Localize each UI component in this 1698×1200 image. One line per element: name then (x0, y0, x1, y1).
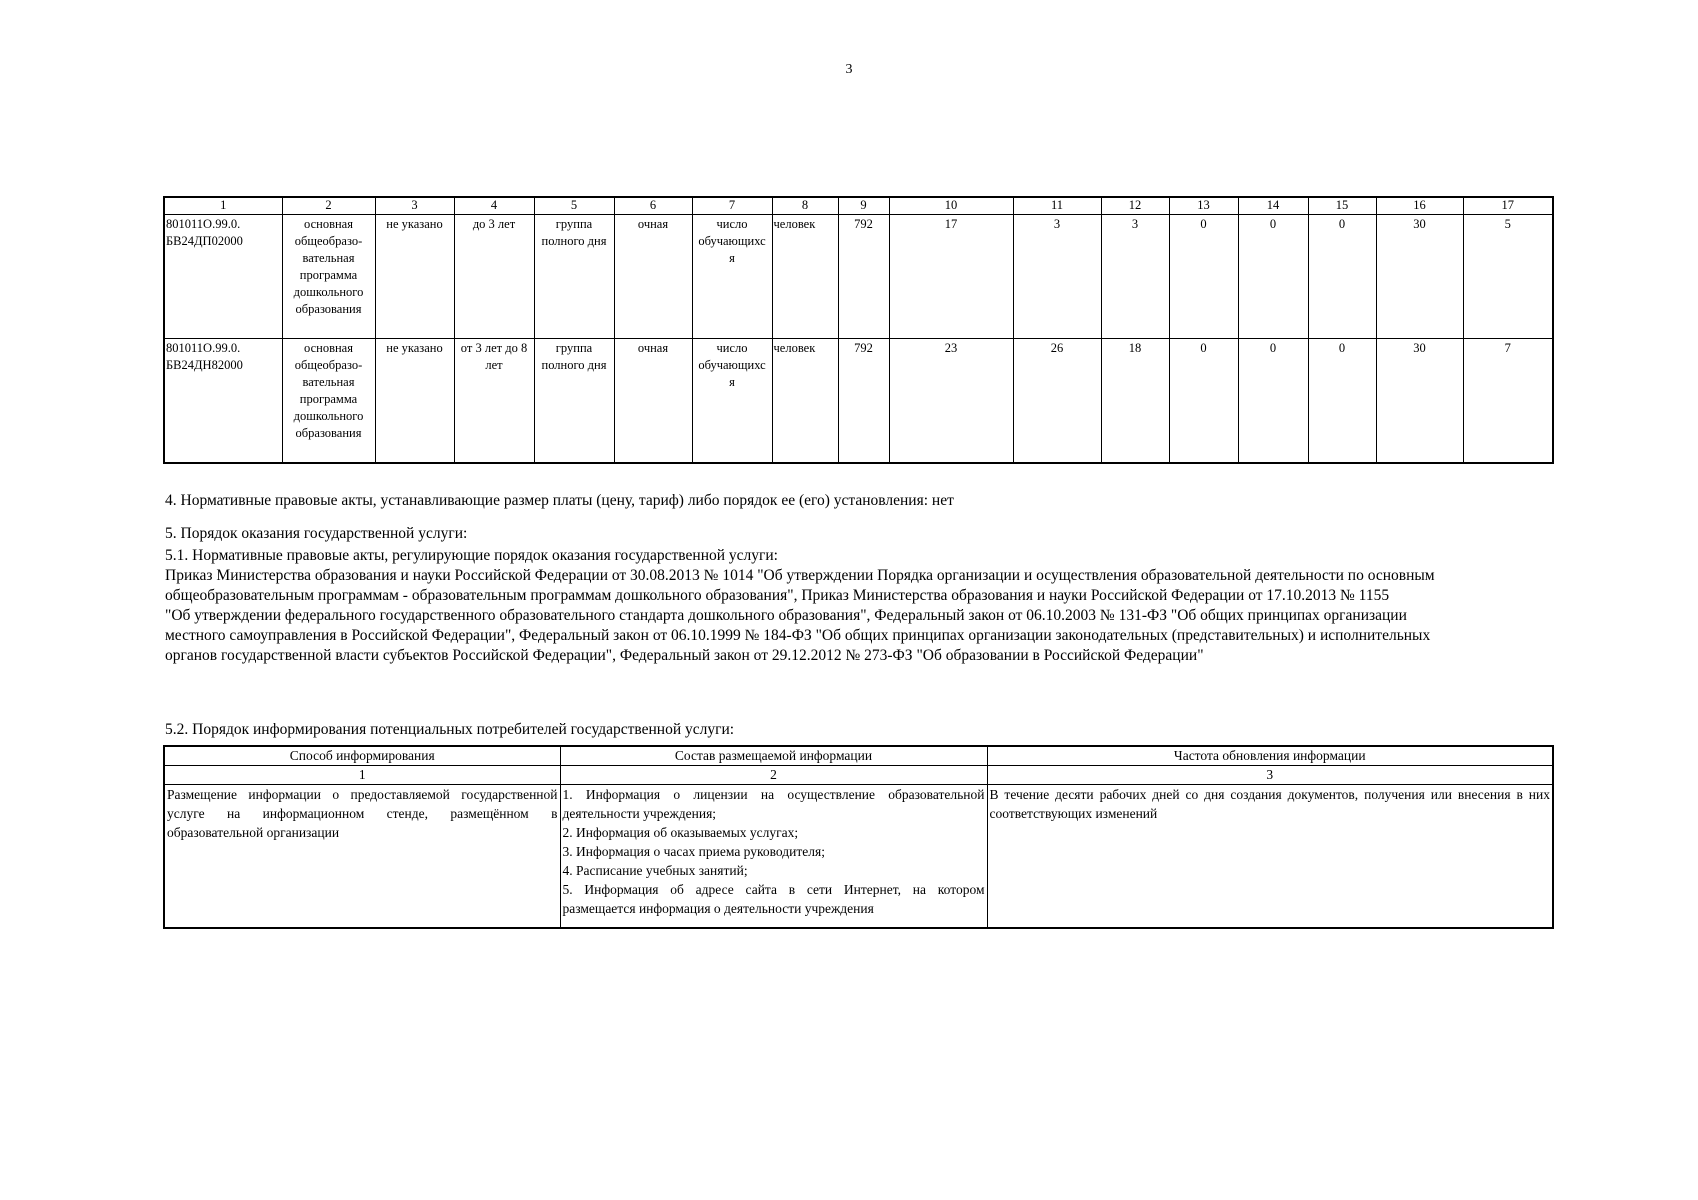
informing-method: Размещение информации о предоставляемой государственной услуге на информационном стенде, размещённом в образовательной организации (164, 785, 560, 929)
education-form: очная (614, 339, 692, 464)
table-header-row (164, 746, 1553, 766)
column-number: 14 (1238, 197, 1308, 215)
indicator-name: число обучающихс я (692, 339, 772, 464)
unit-code: 792 (838, 215, 889, 339)
table-row (164, 785, 1553, 929)
column-number: 16 (1376, 197, 1463, 215)
column-number: 2 (282, 197, 375, 215)
value-cell: 3 (1013, 215, 1101, 339)
update-frequency: В течение десяти рабочих дней со дня создания документов, получения или внесения в них соответствующих изменений (987, 785, 1553, 929)
legal-acts-text (165, 566, 1550, 666)
program-name: основная общеобразо- вательная программа дошкольного образования (282, 339, 375, 464)
value-cell: 0 (1169, 215, 1238, 339)
content-item: 1. Информация о лицензии на осуществление образовательной деятельности учреждения; (562, 787, 985, 821)
age-group: до 3 лет (454, 215, 534, 339)
value-cell: 3 (1101, 215, 1169, 339)
column-number: 1 (164, 766, 560, 785)
indicator-name: число обучающихс я (692, 215, 772, 339)
column-number: 17 (1463, 197, 1553, 215)
unit-name: человек (772, 339, 838, 464)
value-cell: 30 (1376, 215, 1463, 339)
value-cell: 23 (889, 339, 1013, 464)
value-cell: 0 (1238, 339, 1308, 464)
value-cell: 0 (1308, 339, 1376, 464)
cell: не указано (375, 215, 454, 339)
column-number: 6 (614, 197, 692, 215)
registry-code: 801011О.99.0. БВ24ДН82000 (164, 339, 282, 464)
section-5-heading: 5. Порядок оказания государственной услуги: (165, 525, 468, 542)
program-name: основная общеобразо- вательная программа дошкольного образования (282, 215, 375, 339)
age-group: от 3 лет до 8 лет (454, 339, 534, 464)
column-number: 10 (889, 197, 1013, 215)
unit-code: 792 (838, 339, 889, 464)
column-number: 13 (1169, 197, 1238, 215)
informing-content (560, 785, 987, 929)
stay-mode: группа полного дня (534, 215, 614, 339)
education-form: очная (614, 215, 692, 339)
table-row (164, 215, 1553, 339)
column-header: Способ информирования (164, 746, 560, 766)
legal-acts-line: Приказ Министерства образования и науки Российской Федерации от 30.08.2013 № 1014 "Об утверждении Порядка организации и осуществления образовательной деятельности по основным (165, 567, 1435, 584)
column-number: 3 (375, 197, 454, 215)
column-number: 2 (560, 766, 987, 785)
value-cell: 0 (1169, 339, 1238, 464)
value-cell: 30 (1376, 339, 1463, 464)
value-cell: 7 (1463, 339, 1553, 464)
registry-code: 801011О.99.0. БВ24ДП02000 (164, 215, 282, 339)
content-item: 3. Информация о часах приема руководителя; (562, 844, 825, 859)
value-cell: 17 (889, 215, 1013, 339)
page-number: 3 (845, 62, 853, 77)
column-number: 3 (987, 766, 1553, 785)
column-number: 5 (534, 197, 614, 215)
cell: не указано (375, 339, 454, 464)
value-cell: 26 (1013, 339, 1101, 464)
content-item: 4. Расписание учебных занятий; (562, 863, 748, 878)
column-number: 1 (164, 197, 282, 215)
content-item: 2. Информация об оказываемых услугах; (562, 825, 799, 840)
indicators-table (163, 196, 1554, 464)
column-number: 12 (1101, 197, 1169, 215)
stay-mode: группа полного дня (534, 339, 614, 464)
value-cell: 18 (1101, 339, 1169, 464)
column-header: Частота обновления информации (987, 746, 1553, 766)
legal-acts-line: общеобразовательным программам - образовательным программам дошкольного образования", Приказ Министерства образования и науки Российской Федерации от 17.10.2013 № 1155 (165, 587, 1390, 604)
value-cell: 0 (1308, 215, 1376, 339)
column-number: 8 (772, 197, 838, 215)
table-header-row (164, 197, 1553, 215)
legal-acts-line: "Об утверждении федерального государственного образовательного стандарта дошкольного образования", Федеральный закон от 06.10.2003 № 131-ФЗ "Об общих принципах организации (165, 607, 1407, 624)
section-5-2-heading: 5.2. Порядок информирования потенциальных потребителей государственной услуги: (165, 721, 735, 738)
column-number: 11 (1013, 197, 1101, 215)
unit-name: человек (772, 215, 838, 339)
section-4-text: 4. Нормативные правовые акты, устанавливающие размер платы (цену, тариф) либо порядок ее (его) установления: нет (165, 492, 954, 509)
column-number: 9 (838, 197, 889, 215)
value-cell: 5 (1463, 215, 1553, 339)
legal-acts-line: местного самоуправления в Российской Федерации", Федеральный закон от 06.10.1999 № 184-ФЗ "Об общих принципах организации законодательных (представительных) и исполнительных (165, 627, 1431, 644)
content-item: 5. Информация об адресе сайта в сети Интернет, на котором размещается информация о деятельности учреждения (562, 882, 985, 916)
informing-table (163, 745, 1554, 929)
column-number: 15 (1308, 197, 1376, 215)
column-number: 7 (692, 197, 772, 215)
value-cell: 0 (1238, 215, 1308, 339)
legal-acts-line: органов государственной власти субъектов Российской Федерации", Федеральный закон от 29.12.2012 № 273-ФЗ "Об образовании в Российской Федерации" (165, 647, 1204, 664)
section-5-1-heading: 5.1. Нормативные правовые акты, регулирующие порядок оказания государственной услуги: (165, 547, 778, 564)
column-number: 4 (454, 197, 534, 215)
table-number-row (164, 766, 1553, 785)
column-header: Состав размещаемой информации (560, 746, 987, 766)
table-row (164, 339, 1553, 464)
